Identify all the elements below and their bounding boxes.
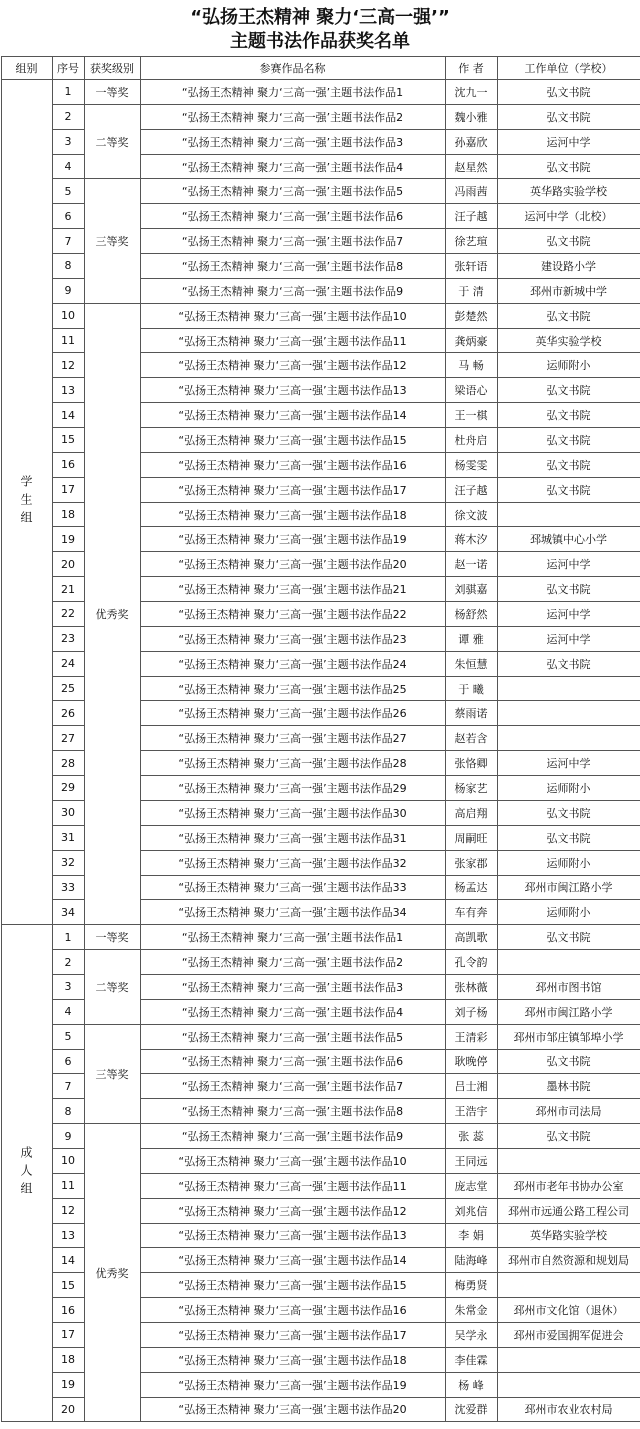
- unit-cell: 邳州市司法局: [497, 1099, 640, 1124]
- author-cell: 高凯歌: [445, 925, 497, 950]
- row-number: 31: [52, 825, 84, 850]
- unit-cell: 邳州市图书馆: [497, 974, 640, 999]
- work-title-cell: “弘扬王杰精神 聚力‘三高一强’主题书法作品3: [140, 129, 445, 154]
- row-number: 27: [52, 726, 84, 751]
- award-level-cell: 一等奖: [84, 925, 140, 950]
- unit-cell: 邳州市农业农村局: [497, 1397, 640, 1422]
- row-number: 2: [52, 104, 84, 129]
- author-cell: 沈爱群: [445, 1397, 497, 1422]
- author-cell: 刘兆信: [445, 1198, 497, 1223]
- row-number: 12: [52, 353, 84, 378]
- author-cell: 周嗣旺: [445, 825, 497, 850]
- row-number: 8: [52, 254, 84, 279]
- work-title-cell: “弘扬王杰精神 聚力‘三高一强’主题书法作品22: [140, 602, 445, 627]
- row-number: 6: [52, 204, 84, 229]
- unit-cell: 运河中学: [497, 626, 640, 651]
- row-number: 18: [52, 1347, 84, 1372]
- author-cell: 张恪卿: [445, 751, 497, 776]
- author-cell: 梁语心: [445, 378, 497, 403]
- work-title-cell: “弘扬王杰精神 聚力‘三高一强’主题书法作品17: [140, 477, 445, 502]
- work-title-cell: “弘扬王杰精神 聚力‘三高一强’主题书法作品14: [140, 403, 445, 428]
- work-title-cell: “弘扬王杰精神 聚力‘三高一强’主题书法作品4: [140, 999, 445, 1024]
- table-row: [1, 925, 640, 950]
- row-number: 10: [52, 303, 84, 328]
- table-row: [1, 80, 640, 105]
- row-number: 4: [52, 154, 84, 179]
- unit-cell: 邳州市爱国拥军促进会: [497, 1322, 640, 1347]
- row-number: 7: [52, 1074, 84, 1099]
- author-cell: 王一棋: [445, 403, 497, 428]
- header-work-title: 参赛作品名称: [140, 57, 445, 80]
- unit-cell: [497, 726, 640, 751]
- unit-cell: 邳城镇中心小学: [497, 527, 640, 552]
- award-level-cell: 二等奖: [84, 950, 140, 1025]
- work-title-cell: “弘扬王杰精神 聚力‘三高一强’主题书法作品5: [140, 179, 445, 204]
- unit-cell: 邳州市远通公路工程公司: [497, 1198, 640, 1223]
- author-cell: 杨雯雯: [445, 452, 497, 477]
- header-unit: 工作单位（学校）: [497, 57, 640, 80]
- author-cell: 彭楚然: [445, 303, 497, 328]
- work-title-cell: “弘扬王杰精神 聚力‘三高一强’主题书法作品30: [140, 800, 445, 825]
- award-level-cell: 三等奖: [84, 1024, 140, 1123]
- author-cell: 张轩语: [445, 254, 497, 279]
- work-title-cell: “弘扬王杰精神 聚力‘三高一强’主题书法作品20: [140, 1397, 445, 1422]
- group-cell: 成人组: [1, 925, 52, 1422]
- table-row: [1, 303, 640, 328]
- unit-cell: [497, 950, 640, 975]
- title-line-1: “弘扬王杰精神 聚力‘三高一强’”: [190, 7, 450, 28]
- author-cell: 高启翔: [445, 800, 497, 825]
- author-cell: 孔令韵: [445, 950, 497, 975]
- author-cell: 朱恒慧: [445, 651, 497, 676]
- header-award-level: 获奖级别: [84, 57, 140, 80]
- work-title-cell: “弘扬王杰精神 聚力‘三高一强’主题书法作品28: [140, 751, 445, 776]
- work-title-cell: “弘扬王杰精神 聚力‘三高一强’主题书法作品11: [140, 1173, 445, 1198]
- unit-cell: 英华路实验学校: [497, 1223, 640, 1248]
- author-cell: 刘子杨: [445, 999, 497, 1024]
- award-level-cell: 优秀奖: [84, 303, 140, 924]
- work-title-cell: “弘扬王杰精神 聚力‘三高一强’主题书法作品3: [140, 974, 445, 999]
- row-number: 19: [52, 527, 84, 552]
- table-row: [1, 1124, 640, 1149]
- row-number: 13: [52, 1223, 84, 1248]
- author-cell: 张 蕊: [445, 1124, 497, 1149]
- author-cell: 王清彩: [445, 1024, 497, 1049]
- work-title-cell: “弘扬王杰精神 聚力‘三高一强’主题书法作品26: [140, 701, 445, 726]
- work-title-cell: “弘扬王杰精神 聚力‘三高一强’主题书法作品18: [140, 502, 445, 527]
- author-cell: 魏小雅: [445, 104, 497, 129]
- award-level-cell: 二等奖: [84, 104, 140, 179]
- row-number: 9: [52, 1124, 84, 1149]
- unit-cell: 弘文书院: [497, 452, 640, 477]
- row-number: 4: [52, 999, 84, 1024]
- row-number: 15: [52, 428, 84, 453]
- work-title-cell: “弘扬王杰精神 聚力‘三高一强’主题书法作品1: [140, 925, 445, 950]
- work-title-cell: “弘扬王杰精神 聚力‘三高一强’主题书法作品15: [140, 428, 445, 453]
- author-cell: 朱常金: [445, 1298, 497, 1323]
- unit-cell: 弘文书院: [497, 825, 640, 850]
- work-title-cell: “弘扬王杰精神 聚力‘三高一强’主题书法作品16: [140, 1298, 445, 1323]
- unit-cell: [497, 676, 640, 701]
- author-cell: 张家郡: [445, 850, 497, 875]
- unit-cell: 弘文书院: [497, 403, 640, 428]
- row-number: 10: [52, 1148, 84, 1173]
- unit-cell: 邳州市老年书协办公室: [497, 1173, 640, 1198]
- work-title-cell: “弘扬王杰精神 聚力‘三高一强’主题书法作品19: [140, 1372, 445, 1397]
- table-row: [1, 104, 640, 129]
- unit-cell: 英华路实验学校: [497, 179, 640, 204]
- author-cell: 王同远: [445, 1148, 497, 1173]
- row-number: 28: [52, 751, 84, 776]
- row-number: 1: [52, 925, 84, 950]
- unit-cell: 邳州市闽江路小学: [497, 999, 640, 1024]
- work-title-cell: “弘扬王杰精神 聚力‘三高一强’主题书法作品2: [140, 104, 445, 129]
- work-title-cell: “弘扬王杰精神 聚力‘三高一强’主题书法作品10: [140, 1148, 445, 1173]
- unit-cell: 墨林书院: [497, 1074, 640, 1099]
- row-number: 32: [52, 850, 84, 875]
- table-body: [1, 80, 640, 1422]
- work-title-cell: “弘扬王杰精神 聚力‘三高一强’主题书法作品20: [140, 552, 445, 577]
- table-row: [1, 179, 640, 204]
- row-number: 30: [52, 800, 84, 825]
- work-title-cell: “弘扬王杰精神 聚力‘三高一强’主题书法作品16: [140, 452, 445, 477]
- author-cell: 汪子越: [445, 204, 497, 229]
- work-title-cell: “弘扬王杰精神 聚力‘三高一强’主题书法作品13: [140, 378, 445, 403]
- work-title-cell: “弘扬王杰精神 聚力‘三高一强’主题书法作品6: [140, 1049, 445, 1074]
- work-title-cell: “弘扬王杰精神 聚力‘三高一强’主题书法作品31: [140, 825, 445, 850]
- author-cell: 谭 雅: [445, 626, 497, 651]
- author-cell: 赵星然: [445, 154, 497, 179]
- row-number: 11: [52, 328, 84, 353]
- work-title-cell: “弘扬王杰精神 聚力‘三高一强’主题书法作品4: [140, 154, 445, 179]
- author-cell: 于 曦: [445, 676, 497, 701]
- award-level-cell: 三等奖: [84, 179, 140, 303]
- work-title-cell: “弘扬王杰精神 聚力‘三高一强’主题书法作品1: [140, 80, 445, 105]
- work-title-cell: “弘扬王杰精神 聚力‘三高一强’主题书法作品6: [140, 204, 445, 229]
- author-cell: 蒋木汐: [445, 527, 497, 552]
- author-cell: 王浩宇: [445, 1099, 497, 1124]
- author-cell: 车有奔: [445, 900, 497, 925]
- author-cell: 赵一诺: [445, 552, 497, 577]
- author-cell: 冯雨茜: [445, 179, 497, 204]
- unit-cell: [497, 1273, 640, 1298]
- work-title-cell: “弘扬王杰精神 聚力‘三高一强’主题书法作品29: [140, 776, 445, 801]
- work-title-cell: “弘扬王杰精神 聚力‘三高一强’主题书法作品18: [140, 1347, 445, 1372]
- unit-cell: 弘文书院: [497, 229, 640, 254]
- unit-cell: 运师附小: [497, 900, 640, 925]
- unit-cell: 运师附小: [497, 353, 640, 378]
- unit-cell: 运河中学: [497, 751, 640, 776]
- unit-cell: 邳州市新城中学: [497, 278, 640, 303]
- unit-cell: 运河中学: [497, 602, 640, 627]
- unit-cell: 弘文书院: [497, 477, 640, 502]
- work-title-cell: “弘扬王杰精神 聚力‘三高一强’主题书法作品7: [140, 229, 445, 254]
- row-number: 33: [52, 875, 84, 900]
- work-title-cell: “弘扬王杰精神 聚力‘三高一强’主题书法作品17: [140, 1322, 445, 1347]
- document-title: [0, 0, 640, 56]
- row-number: 3: [52, 974, 84, 999]
- unit-cell: 建设路小学: [497, 254, 640, 279]
- row-number: 14: [52, 1248, 84, 1273]
- row-number: 25: [52, 676, 84, 701]
- work-title-cell: “弘扬王杰精神 聚力‘三高一强’主题书法作品32: [140, 850, 445, 875]
- row-number: 15: [52, 1273, 84, 1298]
- unit-cell: 邳州市邹庄镇邹埠小学: [497, 1024, 640, 1049]
- unit-cell: 弘文书院: [497, 104, 640, 129]
- author-cell: 杜舟启: [445, 428, 497, 453]
- work-title-cell: “弘扬王杰精神 聚力‘三高一强’主题书法作品19: [140, 527, 445, 552]
- author-cell: 徐文波: [445, 502, 497, 527]
- author-cell: 汪子越: [445, 477, 497, 502]
- author-cell: 杨 峰: [445, 1372, 497, 1397]
- unit-cell: 弘文书院: [497, 154, 640, 179]
- row-number: 12: [52, 1198, 84, 1223]
- unit-cell: 弘文书院: [497, 303, 640, 328]
- author-cell: 杨舒然: [445, 602, 497, 627]
- work-title-cell: “弘扬王杰精神 聚力‘三高一强’主题书法作品9: [140, 1124, 445, 1149]
- work-title-cell: “弘扬王杰精神 聚力‘三高一强’主题书法作品24: [140, 651, 445, 676]
- row-number: 14: [52, 403, 84, 428]
- unit-cell: 运河中学: [497, 552, 640, 577]
- author-cell: 徐艺瑄: [445, 229, 497, 254]
- work-title-cell: “弘扬王杰精神 聚力‘三高一强’主题书法作品12: [140, 1198, 445, 1223]
- author-cell: 李佳霖: [445, 1347, 497, 1372]
- unit-cell: 弘文书院: [497, 1049, 640, 1074]
- work-title-cell: “弘扬王杰精神 聚力‘三高一强’主题书法作品7: [140, 1074, 445, 1099]
- row-number: 13: [52, 378, 84, 403]
- row-number: 9: [52, 278, 84, 303]
- row-number: 19: [52, 1372, 84, 1397]
- row-number: 17: [52, 1322, 84, 1347]
- unit-cell: 弘文书院: [497, 651, 640, 676]
- author-cell: 刘骐嘉: [445, 577, 497, 602]
- row-number: 20: [52, 552, 84, 577]
- row-number: 8: [52, 1099, 84, 1124]
- work-title-cell: “弘扬王杰精神 聚力‘三高一强’主题书法作品27: [140, 726, 445, 751]
- work-title-cell: “弘扬王杰精神 聚力‘三高一强’主题书法作品2: [140, 950, 445, 975]
- unit-cell: 弘文书院: [497, 577, 640, 602]
- row-number: 3: [52, 129, 84, 154]
- award-table: [1, 56, 640, 1422]
- unit-cell: 运师附小: [497, 850, 640, 875]
- row-number: 11: [52, 1173, 84, 1198]
- author-cell: 吴学永: [445, 1322, 497, 1347]
- unit-cell: 运师附小: [497, 776, 640, 801]
- header-group: 组别: [1, 57, 52, 80]
- row-number: 29: [52, 776, 84, 801]
- row-number: 5: [52, 179, 84, 204]
- unit-cell: [497, 502, 640, 527]
- row-number: 22: [52, 602, 84, 627]
- work-title-cell: “弘扬王杰精神 聚力‘三高一强’主题书法作品12: [140, 353, 445, 378]
- unit-cell: [497, 1148, 640, 1173]
- row-number: 34: [52, 900, 84, 925]
- row-number: 24: [52, 651, 84, 676]
- author-cell: 张林薇: [445, 974, 497, 999]
- row-number: 7: [52, 229, 84, 254]
- title-line-2: 主题书法作品获奖名单: [230, 31, 410, 52]
- author-cell: 庞志堂: [445, 1173, 497, 1198]
- row-number: 20: [52, 1397, 84, 1422]
- unit-cell: 邳州市自然资源和规划局: [497, 1248, 640, 1273]
- unit-cell: [497, 1347, 640, 1372]
- group-cell: 学生组: [1, 80, 52, 925]
- unit-cell: 运河中学（北校）: [497, 204, 640, 229]
- row-number: 6: [52, 1049, 84, 1074]
- row-number: 26: [52, 701, 84, 726]
- work-title-cell: “弘扬王杰精神 聚力‘三高一强’主题书法作品25: [140, 676, 445, 701]
- work-title-cell: “弘扬王杰精神 聚力‘三高一强’主题书法作品10: [140, 303, 445, 328]
- award-level-cell: 一等奖: [84, 80, 140, 105]
- row-number: 5: [52, 1024, 84, 1049]
- author-cell: 沈九一: [445, 80, 497, 105]
- unit-cell: 弘文书院: [497, 925, 640, 950]
- author-cell: 吕士湘: [445, 1074, 497, 1099]
- work-title-cell: “弘扬王杰精神 聚力‘三高一强’主题书法作品15: [140, 1273, 445, 1298]
- unit-cell: 邳州市文化馆（退休）: [497, 1298, 640, 1323]
- row-number: 2: [52, 950, 84, 975]
- unit-cell: 弘文书院: [497, 1124, 640, 1149]
- row-number: 16: [52, 452, 84, 477]
- unit-cell: 运河中学: [497, 129, 640, 154]
- work-title-cell: “弘扬王杰精神 聚力‘三高一强’主题书法作品23: [140, 626, 445, 651]
- author-cell: 龚炳豪: [445, 328, 497, 353]
- row-number: 18: [52, 502, 84, 527]
- row-number: 21: [52, 577, 84, 602]
- header-author: 作 者: [445, 57, 497, 80]
- author-cell: 杨孟达: [445, 875, 497, 900]
- unit-cell: 弘文书院: [497, 80, 640, 105]
- award-level-cell: 优秀奖: [84, 1124, 140, 1422]
- author-cell: 赵若含: [445, 726, 497, 751]
- unit-cell: [497, 701, 640, 726]
- work-title-cell: “弘扬王杰精神 聚力‘三高一强’主题书法作品8: [140, 254, 445, 279]
- work-title-cell: “弘扬王杰精神 聚力‘三高一强’主题书法作品33: [140, 875, 445, 900]
- work-title-cell: “弘扬王杰精神 聚力‘三高一强’主题书法作品13: [140, 1223, 445, 1248]
- unit-cell: 弘文书院: [497, 428, 640, 453]
- table-row: [1, 1024, 640, 1049]
- author-cell: 陆海峰: [445, 1248, 497, 1273]
- table-row: [1, 950, 640, 975]
- unit-cell: 弘文书院: [497, 800, 640, 825]
- row-number: 16: [52, 1298, 84, 1323]
- author-cell: 于 清: [445, 278, 497, 303]
- author-cell: 李 娟: [445, 1223, 497, 1248]
- header-number: 序号: [52, 57, 84, 80]
- author-cell: 耿晚停: [445, 1049, 497, 1074]
- unit-cell: [497, 1372, 640, 1397]
- unit-cell: 邳州市闽江路小学: [497, 875, 640, 900]
- work-title-cell: “弘扬王杰精神 聚力‘三高一强’主题书法作品21: [140, 577, 445, 602]
- author-cell: 蔡雨诺: [445, 701, 497, 726]
- table-header-row: [1, 57, 640, 80]
- unit-cell: 英华实验学校: [497, 328, 640, 353]
- work-title-cell: “弘扬王杰精神 聚力‘三高一强’主题书法作品14: [140, 1248, 445, 1273]
- unit-cell: 弘文书院: [497, 378, 640, 403]
- row-number: 1: [52, 80, 84, 105]
- work-title-cell: “弘扬王杰精神 聚力‘三高一强’主题书法作品8: [140, 1099, 445, 1124]
- work-title-cell: “弘扬王杰精神 聚力‘三高一强’主题书法作品5: [140, 1024, 445, 1049]
- work-title-cell: “弘扬王杰精神 聚力‘三高一强’主题书法作品34: [140, 900, 445, 925]
- row-number: 17: [52, 477, 84, 502]
- author-cell: 梅勇贤: [445, 1273, 497, 1298]
- author-cell: 马 畅: [445, 353, 497, 378]
- work-title-cell: “弘扬王杰精神 聚力‘三高一强’主题书法作品9: [140, 278, 445, 303]
- row-number: 23: [52, 626, 84, 651]
- work-title-cell: “弘扬王杰精神 聚力‘三高一强’主题书法作品11: [140, 328, 445, 353]
- author-cell: 杨家艺: [445, 776, 497, 801]
- author-cell: 孙嘉欣: [445, 129, 497, 154]
